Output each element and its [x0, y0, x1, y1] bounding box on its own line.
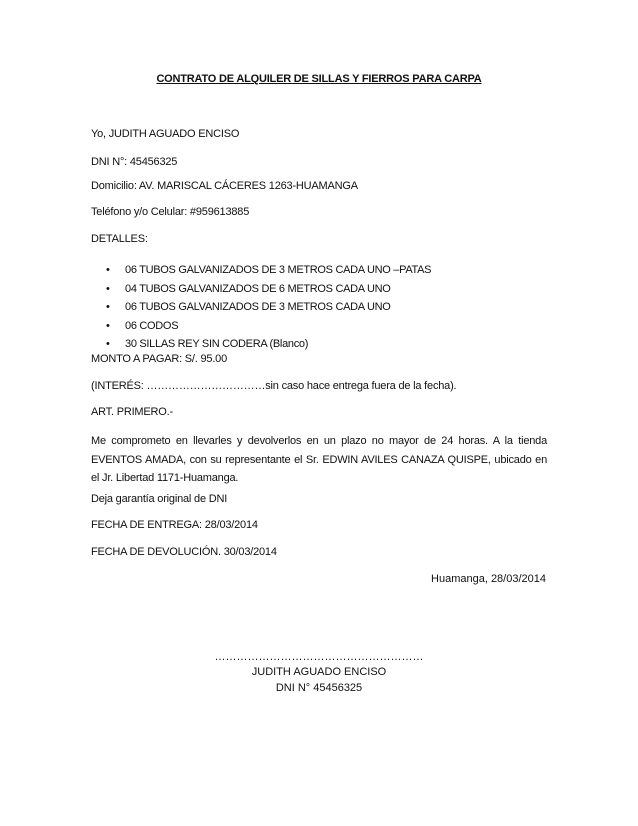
list-item-text: 04 TUBOS GALVANIZADOS DE 6 METROS CADA UNO: [125, 282, 391, 295]
bullet-icon: •: [106, 319, 110, 332]
address-line: Domicilio: AV. MARISCAL CÁCERES 1263-HUAMANGA: [91, 180, 358, 192]
list-item: [91, 280, 431, 299]
list-item-text: 06 TUBOS GALVANIZADOS DE 3 METROS CADA UNO –PATAS: [125, 264, 432, 276]
rental-items-list: [91, 261, 431, 354]
dni-line: DNI N°: 45456325: [91, 156, 178, 168]
list-item: [91, 335, 431, 354]
bullet-icon: •: [106, 338, 110, 350]
signature-line: …………………………………………………: [214, 651, 424, 663]
bullet-icon: •: [106, 264, 110, 276]
signature-dni: DNI N° 45456325: [275, 682, 363, 694]
place-date: Huamanga, 28/03/2014: [431, 573, 546, 585]
interest-line: (INTERÉS: ……………………………sin caso hace entrega fuera de la fecha).: [91, 380, 457, 392]
list-item-text: 06 TUBOS GALVANIZADOS DE 3 METROS CADA UNO: [125, 301, 391, 313]
amount-line: MONTO A PAGAR: S/. 95.00: [91, 353, 228, 365]
details-heading: DETALLES:: [91, 233, 148, 245]
commitment-paragraph: Me comprometo en llevarles y devolverlos en un plazo no mayor de 24 horas. A la tienda EVENTOS AMADA, con su representante el Sr. EDWIN AVILES CANAZA QUISPE, ubicado en el Jr. Libertad 1171-Huamanga.: [91, 435, 547, 484]
guarantee-line: Deja garantía original de DNI: [91, 493, 228, 505]
return-date-line: FECHA DE DEVOLUCIÓN. 30/03/2014: [91, 546, 277, 558]
article-heading: ART. PRIMERO.-: [91, 406, 173, 418]
phone-line: Teléfono y/o Celular: #959613885: [91, 206, 250, 218]
list-item-text: 06 CODOS: [125, 319, 179, 332]
list-item-text: 30 SILLAS REY SIN CODERA (Blanco): [125, 338, 309, 350]
list-item: [91, 261, 431, 280]
document-title: CONTRATO DE ALQUILER DE SILLAS Y FIERROS PARA CARPA: [156, 73, 482, 85]
bullet-icon: •: [106, 301, 110, 313]
list-item: [91, 298, 431, 317]
delivery-date-line: FECHA DE ENTREGA: 28/03/2014: [91, 519, 258, 531]
bullet-icon: •: [106, 282, 110, 295]
signature-name: JUDITH AGUADO ENCISO: [251, 666, 387, 678]
declarant-line: Yo, JUDITH AGUADO ENCISO: [91, 128, 240, 140]
list-item: [91, 317, 431, 336]
